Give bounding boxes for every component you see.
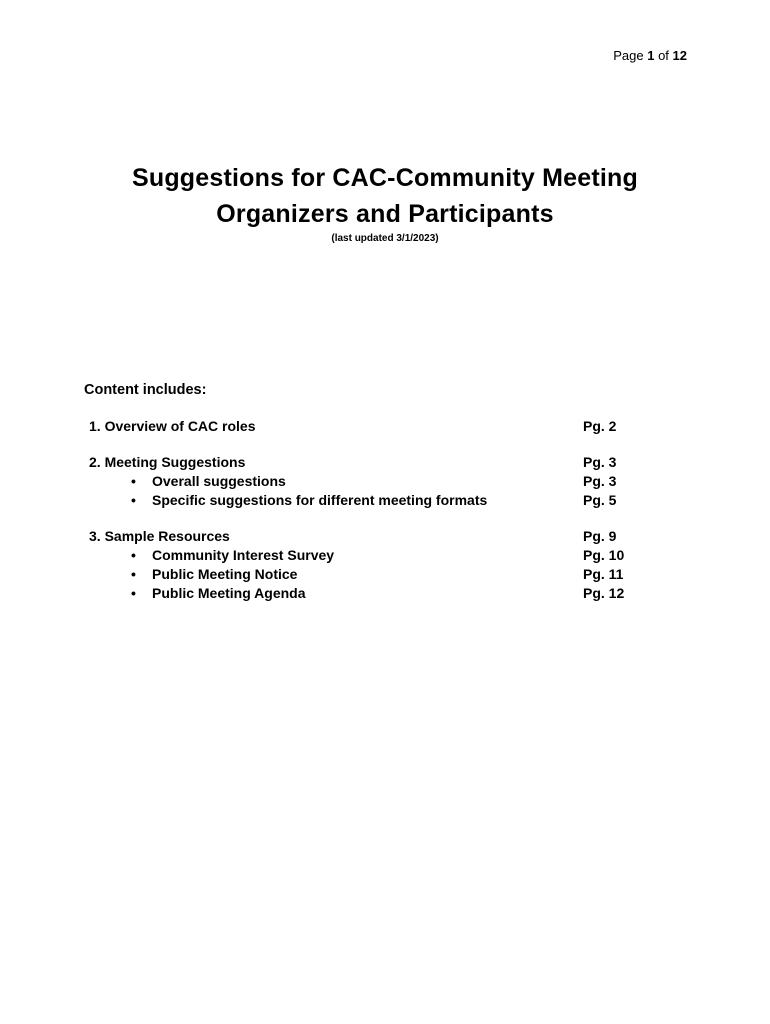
toc-item — [0, 472, 770, 491]
of-word: of — [658, 48, 669, 63]
last-updated: (last updated 3/1/2023) — [331, 233, 439, 244]
toc-item — [0, 491, 770, 510]
bullet-icon: • — [131, 566, 136, 582]
toc-item — [0, 565, 770, 584]
toc-item-label: Public Meeting Agenda — [152, 585, 306, 601]
toc-page-ref: Pg. 3 — [583, 473, 617, 489]
document-title — [0, 160, 770, 232]
toc-section-label: 1. Overview of CAC roles — [89, 418, 256, 434]
bullet-icon: • — [131, 492, 136, 508]
toc-item-label: Public Meeting Notice — [152, 566, 298, 582]
title-line-2: Organizers and Participants — [216, 200, 554, 228]
toc-page-ref: Pg. 12 — [583, 585, 625, 601]
toc-section-1 — [0, 417, 770, 436]
bullet-icon: • — [131, 585, 136, 601]
toc-page-ref: Pg. 10 — [583, 547, 625, 563]
toc-section-label: 2. Meeting Suggestions — [89, 454, 246, 470]
toc-page-ref: Pg. 9 — [583, 528, 617, 544]
bullet-icon: • — [131, 547, 136, 563]
bullet-icon: • — [131, 473, 136, 489]
toc-item — [0, 546, 770, 565]
toc-page-ref: Pg. 11 — [583, 566, 624, 582]
page-word: Page — [613, 48, 644, 63]
toc-item — [0, 584, 770, 603]
toc-item-label: Overall suggestions — [152, 473, 286, 489]
toc-page-ref: Pg. 2 — [583, 418, 617, 434]
contents-heading: Content includes: — [84, 382, 207, 398]
total-pages: 12 — [672, 48, 687, 63]
title-line-1: Suggestions for CAC-Community Meeting — [131, 164, 638, 192]
toc-item-label: Community Interest Survey — [152, 547, 335, 563]
toc-page-ref: Pg. 5 — [583, 492, 617, 508]
toc-section-label: 3. Sample Resources — [89, 528, 230, 544]
current-page: 1 — [647, 48, 655, 63]
page-number — [613, 47, 687, 65]
toc-item-label: Specific suggestions for different meeting formats — [152, 492, 488, 508]
toc-page-ref: Pg. 3 — [583, 454, 617, 470]
toc-section-3 — [0, 527, 770, 546]
toc-section-2 — [0, 453, 770, 472]
